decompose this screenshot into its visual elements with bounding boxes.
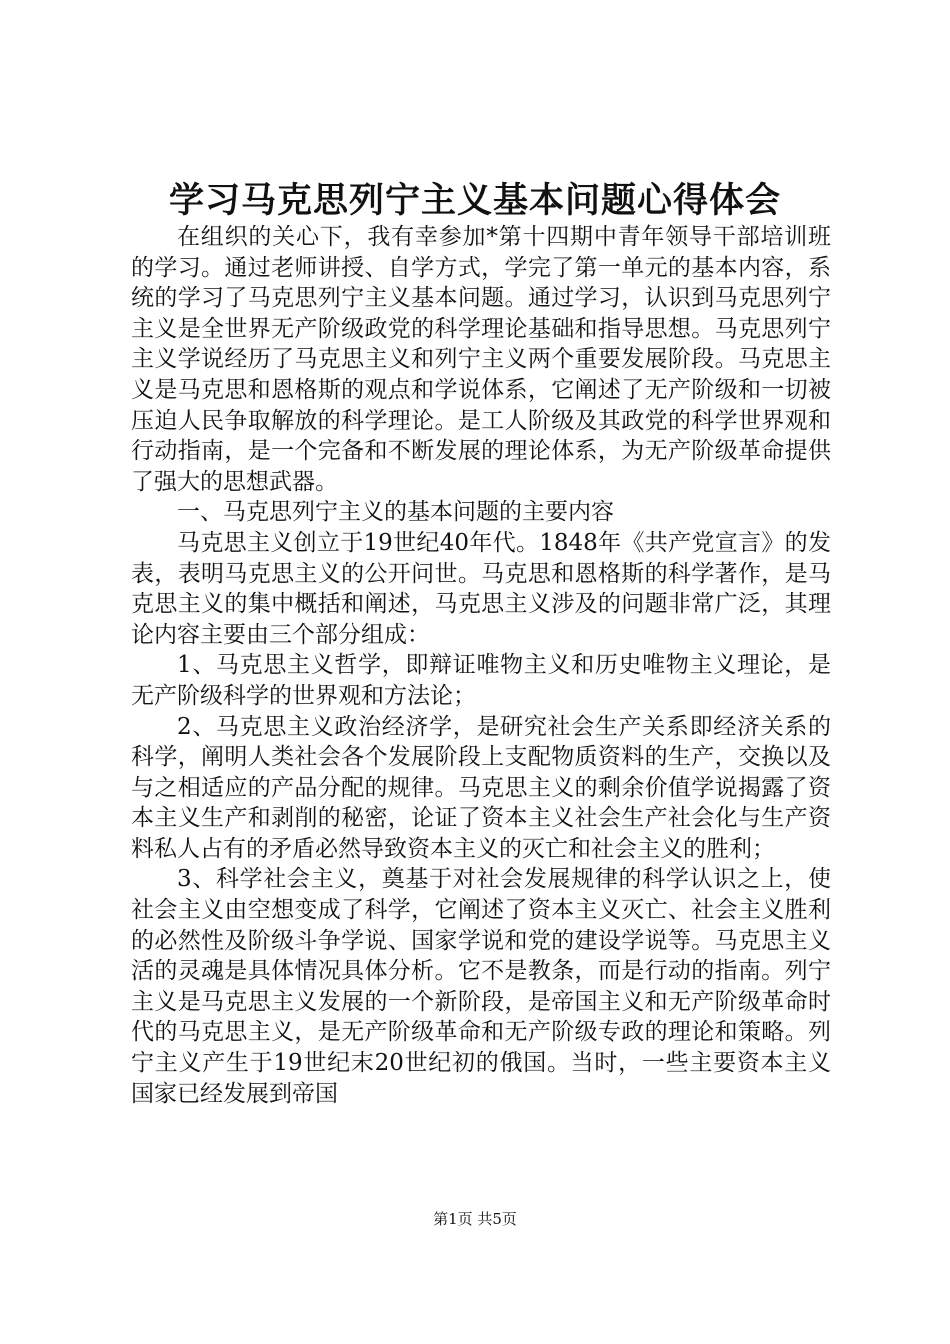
paragraph-marxism-origin: 马克思主义创立于19世纪40年代。1848年《共产党宣言》的发表，表明马克思主义的公开问世。马克思和恩格斯的科学著作，是马克思主义的集中概括和阐述，马克思主义涉及的问题非常广泛，其理论内容主要由三个部分组成： bbox=[131, 529, 831, 648]
document-title: 学习马克思列宁主义基本问题心得体会 bbox=[168, 180, 781, 221]
list-item-political-economy: 2、马克思主义政治经济学，是研究社会生产关系即经济关系的科学，阐明人类社会各个发展阶段上支配物质资料的生产，交换以及与之相适应的产品分配的规律。马克思主义的剩余价值学说揭露了资本主义生产和剥削的秘密，论证了资本主义社会生产社会化与生产资料私人占有的矛盾必然导致资本主义的灭亡和社会主义的胜利； bbox=[131, 713, 831, 862]
list-item-scientific-socialism: 3、科学社会主义，奠基于对社会发展规律的科学认识之上，使社会主义由空想变成了科学，它阐述了资本主义灭亡、社会主义胜利的必然性及阶级斗争学说、国家学说和党的建设学说等。马克思主义活的灵魂是具体情况具体分析。它不是教条，而是行动的指南。列宁主义是马克思主义发展的一个新阶段，是帝国主义和无产阶级革命时代的马克思主义，是无产阶级革命和无产阶级专政的理论和策略。列宁主义产生于19世纪末20世纪初的俄国。当时，一些主要资本主义国家已经发展到帝国 bbox=[131, 866, 831, 1107]
paragraph-intro: 在组织的关心下，我有幸参加*第十四期中青年领导干部培训班的学习。通过老师讲授、自学方式，学完了第一单元的基本内容，系统的学习了马克思列宁主义基本问题。通过学习，认识到马克思列宁主义是全世界无产阶级政党的科学理论基础和指导思想。马克思列宁主义学说经历了马克思主义和列宁主义两个重要发展阶段。马克思主义是马克思和恩格斯的观点和学说体系，它阐述了无产阶级和一切被压迫人民争取解放的科学理论。是工人阶级及其政党的科学世界观和行动指南，是一个完备和不断发展的理论体系，为无产阶级革命提供了强大的思想武器。 bbox=[131, 224, 831, 495]
document-body bbox=[131, 222, 831, 1109]
list-item-philosophy: 1、马克思主义哲学，即辩证唯物主义和历史唯物主义理论，是无产阶级科学的世界观和方法论； bbox=[131, 652, 831, 709]
section-heading: 一、马克思列宁主义的基本问题的主要内容 bbox=[177, 499, 614, 526]
page-number-footer: 第1页 共5页 bbox=[433, 1210, 517, 1228]
